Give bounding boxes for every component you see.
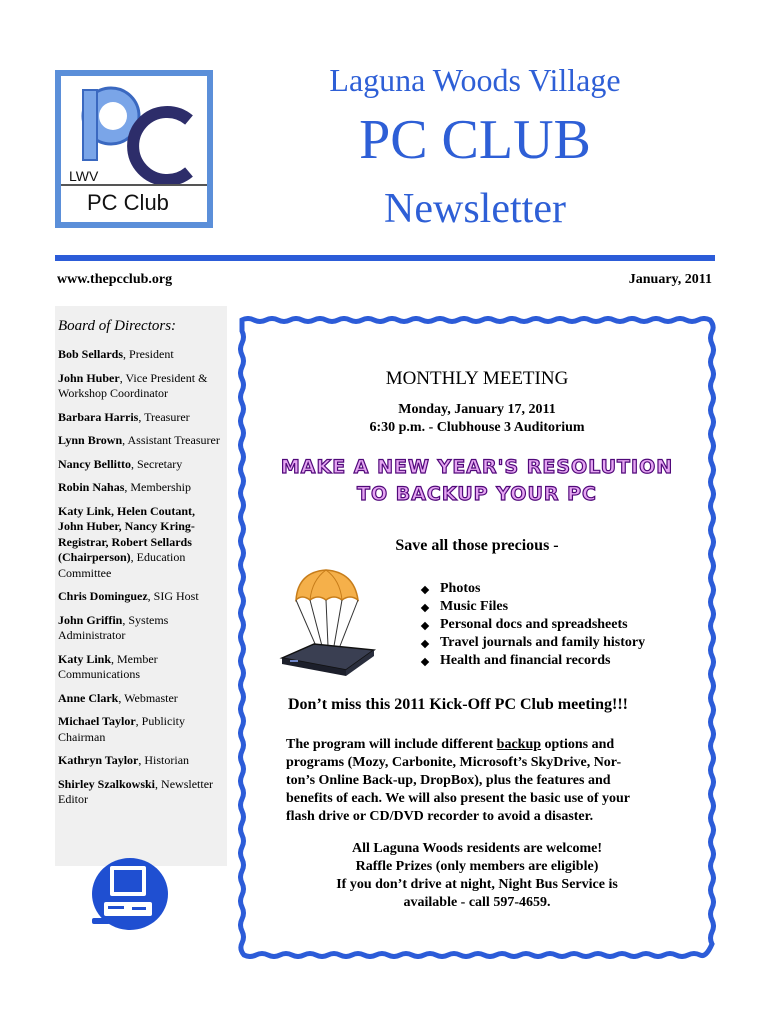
program-line-4: benefits of each. We will also present the basic use of your bbox=[286, 791, 631, 806]
board-member-role: , Membership bbox=[124, 480, 192, 494]
board-member bbox=[58, 613, 223, 644]
program-line-1 bbox=[286, 736, 614, 754]
board-member bbox=[58, 652, 223, 683]
board-member bbox=[58, 753, 223, 769]
backup-item bbox=[418, 598, 645, 616]
computer-icon bbox=[88, 852, 170, 932]
diamond-bullet-icon bbox=[421, 622, 429, 630]
board-member bbox=[58, 347, 223, 363]
program-line-2: programs (Mozy, Carbonite, Microsoft’s SkyDrive, Nor- bbox=[286, 755, 622, 770]
title-village: Laguna Woods Village bbox=[329, 62, 621, 98]
closing-line-2: Raffle Prizes (only members are eligible) bbox=[355, 859, 599, 874]
meeting-time-place: 6:30 p.m. - Clubhouse 3 Auditorium bbox=[369, 420, 585, 435]
diamond-bullet-icon bbox=[421, 604, 429, 612]
pc-club-logo bbox=[55, 70, 213, 228]
board-member-name: Lynn Brown bbox=[58, 433, 123, 447]
diamond-bullet-icon bbox=[421, 640, 429, 648]
board-member-name: Kathryn Taylor bbox=[58, 753, 139, 767]
backup-item bbox=[418, 580, 645, 598]
board-member bbox=[58, 480, 223, 496]
closing-line-3: If you don’t drive at night, Night Bus Service is bbox=[336, 877, 618, 892]
board-member-role: , Publicity Chairman bbox=[58, 714, 186, 744]
board-member-name: Michael Taylor bbox=[58, 714, 136, 728]
board-member-role: , Member Communications bbox=[58, 651, 158, 681]
board-member bbox=[58, 589, 223, 605]
kickoff-notice: Don’t miss this 2011 Kick-Off PC Club meeting!!! bbox=[288, 696, 628, 713]
board-member-role: , Historian bbox=[138, 753, 190, 767]
backup-item-label: Personal docs and spreadsheets bbox=[440, 617, 628, 632]
board-member-role: , Assistant Treasurer bbox=[122, 433, 220, 447]
title-newsletter: Newsletter bbox=[384, 186, 566, 232]
board-member-name: Anne Clark bbox=[58, 690, 119, 705]
board-member-list bbox=[58, 347, 223, 808]
board-member-name: Bob Sellards bbox=[58, 347, 124, 361]
closing-line-4: available - call 597-4659. bbox=[403, 895, 551, 910]
board-member bbox=[58, 691, 223, 707]
board-member bbox=[58, 457, 223, 473]
resolution-line-2: TO BACKUP YOUR PC bbox=[357, 483, 597, 505]
board-member-role: , Newsletter Editor bbox=[58, 776, 214, 806]
board-member-name: Barbara Harris bbox=[58, 409, 139, 424]
title-pc-club: PC CLUB bbox=[359, 109, 591, 171]
header-divider bbox=[55, 255, 715, 261]
board-member-name: John Huber bbox=[58, 370, 120, 385]
meeting-date: Monday, January 17, 2011 bbox=[398, 402, 556, 417]
backup-item-label: Travel journals and family history bbox=[440, 635, 646, 650]
backup-item-list bbox=[418, 580, 645, 670]
board-member bbox=[58, 433, 223, 449]
board-member bbox=[58, 371, 223, 402]
logo-club-text: PC Club bbox=[87, 190, 169, 215]
board-member-role: , Treasurer bbox=[138, 409, 190, 424]
board-member bbox=[58, 410, 223, 426]
program-line-1-pre: The program will include different bbox=[286, 737, 497, 752]
program-line-1-post: options and bbox=[541, 737, 615, 752]
board-member-role: , Systems Administrator bbox=[58, 612, 169, 642]
program-line-5: flash drive or CD/DVD recorder to avoid a disaster. bbox=[286, 809, 594, 824]
backup-item bbox=[418, 616, 645, 634]
board-member-role: , Webmaster bbox=[118, 690, 178, 705]
board-member-role: , SIG Host bbox=[147, 589, 199, 603]
parachute-server-icon bbox=[276, 566, 376, 678]
backup-item-label: Music Files bbox=[440, 599, 509, 614]
issue-date: January, 2011 bbox=[628, 272, 712, 287]
meeting-announcement-box bbox=[238, 316, 716, 959]
board-member-name: Nancy Bellitto bbox=[58, 456, 131, 471]
board-member-name: Katy Link bbox=[58, 651, 112, 666]
board-member-role: , Vice President & Workshop Coordinator bbox=[58, 370, 208, 400]
board-member-name: Katy Link, Helen Coutant, John Huber, Nancy Kring-Registrar, Robert Sellards (Chairperson) bbox=[58, 503, 196, 564]
program-line-3: ton’s Online Back-up, DropBox), plus the features and bbox=[286, 773, 611, 788]
save-heading: Save all those precious - bbox=[395, 537, 559, 554]
board-member-role: , Education Committee bbox=[58, 550, 186, 580]
board-member bbox=[58, 714, 223, 745]
backup-link[interactable]: backup bbox=[496, 737, 542, 752]
board-heading: Board of Directors: bbox=[58, 318, 177, 334]
board-member bbox=[58, 777, 223, 808]
board-sidebar bbox=[55, 306, 227, 866]
board-member-role: , Secretary bbox=[131, 456, 183, 471]
backup-item bbox=[418, 634, 645, 652]
board-member-role: , President bbox=[123, 347, 174, 361]
backup-item-label: Health and financial records bbox=[440, 653, 611, 668]
board-member-name: Chris Dominguez bbox=[58, 589, 148, 603]
diamond-bullet-icon bbox=[421, 658, 429, 666]
diamond-bullet-icon bbox=[421, 586, 429, 594]
logo-lwv-text: LWV bbox=[69, 168, 99, 184]
backup-item-label: Photos bbox=[440, 581, 481, 596]
board-member bbox=[58, 504, 223, 582]
resolution-line-1: MAKE A NEW YEAR'S RESOLUTION bbox=[280, 456, 674, 478]
board-member-name: John Griffin bbox=[58, 612, 123, 627]
website-link[interactable]: www.thepcclub.org bbox=[57, 272, 173, 287]
closing-line-1: All Laguna Woods residents are welcome! bbox=[351, 841, 603, 856]
backup-item bbox=[418, 652, 645, 670]
board-member-name: Shirley Szalkowski bbox=[58, 776, 156, 791]
board-member-name: Robin Nahas bbox=[58, 480, 125, 494]
meeting-heading: MONTHLY MEETING bbox=[385, 368, 569, 389]
